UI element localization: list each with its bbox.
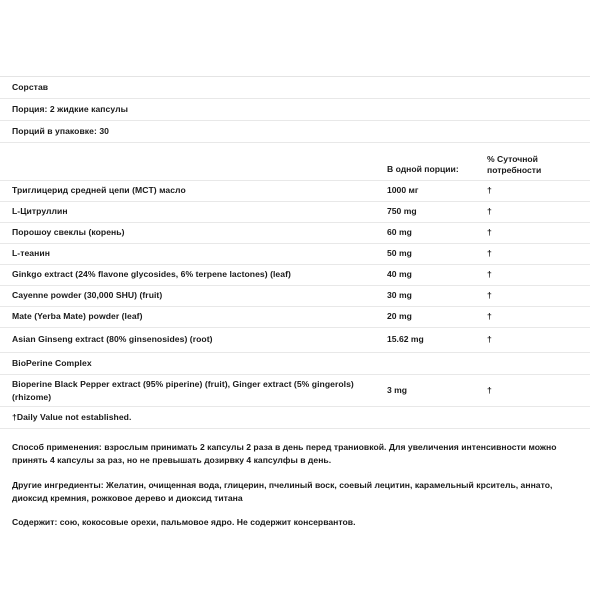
ingredient-daily-value: † [487,227,492,238]
ingredient-name: Триглицерид средней цепи (MCT) масло [12,185,186,196]
table-row [0,286,590,307]
label-paragraphs [0,441,590,530]
ingredient-amount: 3 mg [387,384,408,395]
ingredient-daily-value: † [487,334,492,345]
column-header-daily-value: % Суточной потребности [487,153,542,175]
table-row [0,244,590,265]
supplement-facts-title: Сорстав [12,81,49,92]
ingredient-amount: 60 mg [387,227,412,238]
table-row [0,307,590,328]
ingredient-daily-value: † [487,384,492,395]
ingredient-group-name: BioPerine Complex [12,357,92,368]
ingredient-name: Cayenne powder (30,000 SHU) (fruit) [12,290,163,301]
directions-paragraph: Способ применения: взрослым принимать 2 капсулы 2 раза в день перед траниовкой. Для увеличения интенсивности можно принять 4 капсулы за раз, но не превышать дозирвку 4 капсулфы в день. [12,442,557,466]
ingredient-amount: 1000 мг [387,185,419,196]
table-row [0,202,590,223]
ingredient-name: Bioperine Black Pepper extract (95% piperine) (fruit), Ginger extract (5% gingerols) (rhizome) [12,379,354,402]
table-row-group-header [0,353,590,375]
ingredient-name: Ginkgo extract (24% flavone glycosides, 6% terpene lactones) (leaf) [12,269,291,280]
contains-paragraph: Содержит: сою, кокосовые орехи, пальмовое ядро. Не содержит консервантов. [12,517,356,528]
ingredient-daily-value: † [487,206,492,217]
table-row-servings-per-container [0,121,590,143]
table-row [0,265,590,286]
servings-per-container-label: Порций в упаковке: 30 [12,125,109,136]
ingredient-amount: 750 mg [387,206,417,217]
ingredient-name: L-теанин [12,248,50,259]
table-row [0,328,590,353]
ingredient-name: Mate (Yerba Mate) powder (leaf) [12,311,143,322]
ingredient-daily-value: † [487,311,492,322]
ingredient-amount: 50 mg [387,248,412,259]
table-row-title [0,77,590,99]
ingredient-name: Asian Ginseng extract (80% ginsenosides) (root) [12,334,213,345]
table-header-row [0,143,590,181]
ingredient-amount: 15.62 mg [387,334,424,345]
other-ingredients-paragraph: Другие ингредиенты: Желатин, очищенная вода, глицерин, пчелиный воск, соевый лецитин, карамельный крситель, аннато, диоксид кремния, рожковое дерево и диоксид титана [12,479,553,503]
ingredient-amount: 30 mg [387,290,412,301]
table-row [0,223,590,244]
ingredient-daily-value: † [487,269,492,280]
table-row [0,181,590,202]
ingredient-daily-value: † [487,248,492,259]
table-row [0,375,590,407]
serving-size-label: Порция: 2 жидкие капсулы [12,103,128,114]
daily-value-footnote: †Daily Value not established. [12,411,132,422]
ingredient-name: Порошоу свеклы (корень) [12,227,125,238]
supplement-facts-table [0,76,590,429]
table-row-serving-size [0,99,590,121]
ingredient-amount: 20 mg [387,311,412,322]
ingredient-amount: 40 mg [387,269,412,280]
ingredient-name: L-Цитруллин [12,206,68,217]
table-row-footnote [0,407,590,429]
ingredient-daily-value: † [487,290,492,301]
ingredient-daily-value: † [487,185,492,196]
column-header-amount-per-serving: В одной порции: [387,164,459,175]
